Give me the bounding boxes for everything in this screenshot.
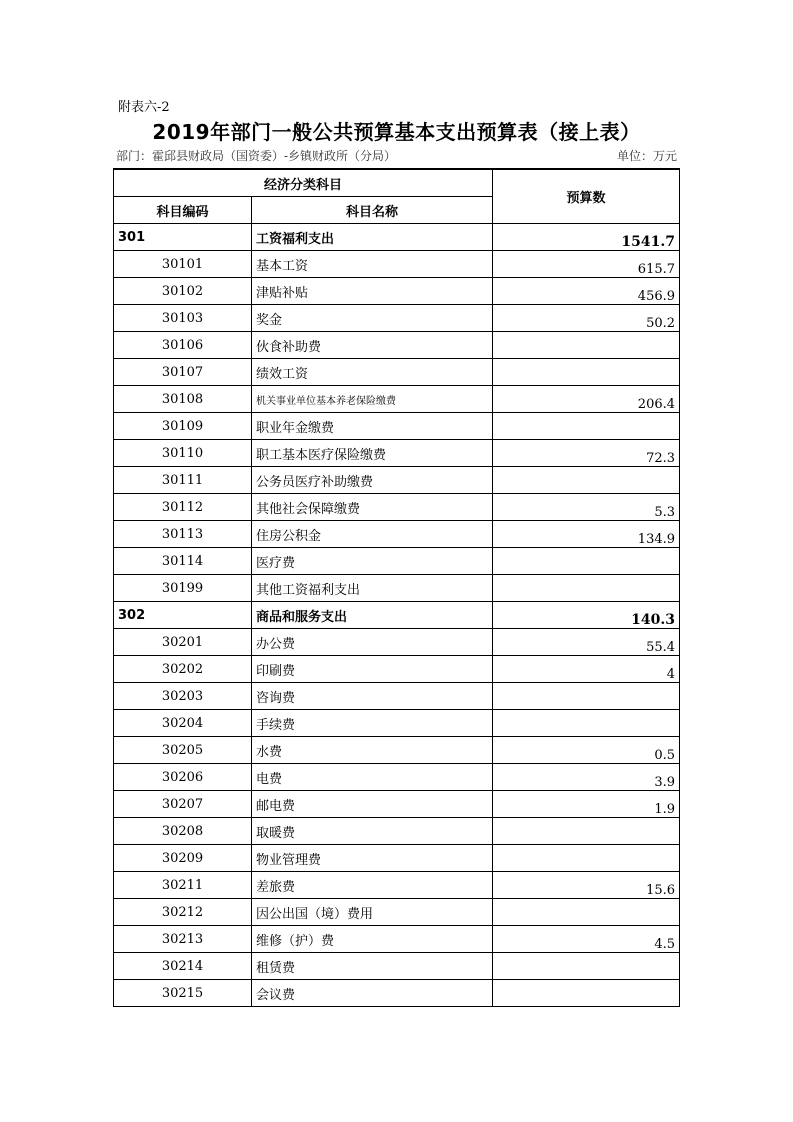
- row-amount: [493, 683, 680, 710]
- row-amount: 0.5: [493, 737, 680, 764]
- row-name: 电费: [252, 764, 493, 791]
- table-row: [114, 980, 680, 1007]
- row-name: 公务员医疗补助缴费: [252, 467, 493, 494]
- row-code: 30110: [114, 440, 252, 467]
- row-code: 30102: [114, 278, 252, 305]
- row-amount: 50.2: [493, 305, 680, 332]
- row-amount: [493, 899, 680, 926]
- row-name: 办公费: [252, 629, 493, 656]
- row-code: 30215: [114, 980, 252, 1007]
- row-name: 其他社会保障缴费: [252, 494, 493, 521]
- row-code: 30107: [114, 359, 252, 386]
- row-name: 奖金: [252, 305, 493, 332]
- row-code: 30213: [114, 926, 252, 953]
- row-amount: [493, 575, 680, 602]
- row-amount: [493, 413, 680, 440]
- row-name: 职工基本医疗保险缴费: [252, 440, 493, 467]
- row-code: 30214: [114, 953, 252, 980]
- row-amount: 140.3: [493, 602, 680, 629]
- row-code: 30201: [114, 629, 252, 656]
- row-code: 30103: [114, 305, 252, 332]
- row-name: 商品和服务支出: [252, 602, 493, 629]
- row-name: 差旅费: [252, 872, 493, 899]
- row-amount: 3.9: [493, 764, 680, 791]
- row-amount: 206.4: [493, 386, 680, 413]
- row-code: 30211: [114, 872, 252, 899]
- budget-table: [113, 168, 680, 1007]
- row-name: 物业管理费: [252, 845, 493, 872]
- row-name: 水费: [252, 737, 493, 764]
- row-name: 手续费: [252, 710, 493, 737]
- table-row: [114, 845, 680, 872]
- table-row: [114, 440, 680, 467]
- row-code: 30113: [114, 521, 252, 548]
- row-code: 30114: [114, 548, 252, 575]
- table-row: [114, 251, 680, 278]
- row-amount: [493, 359, 680, 386]
- row-amount: [493, 980, 680, 1007]
- table-row: [114, 386, 680, 413]
- row-code: 30109: [114, 413, 252, 440]
- row-amount: [493, 710, 680, 737]
- row-name: 其他工资福利支出: [252, 575, 493, 602]
- row-amount: 15.6: [493, 872, 680, 899]
- row-name: 维修（护）费: [252, 926, 493, 953]
- category-row: [114, 224, 680, 251]
- table-row: [114, 710, 680, 737]
- row-amount: 55.4: [493, 629, 680, 656]
- row-code: 30212: [114, 899, 252, 926]
- row-name: 职业年金缴费: [252, 413, 493, 440]
- table-row: [114, 683, 680, 710]
- row-name: 绩效工资: [252, 359, 493, 386]
- row-code: 30101: [114, 251, 252, 278]
- table-row: [114, 737, 680, 764]
- row-amount: [493, 467, 680, 494]
- table-row: [114, 413, 680, 440]
- table-row: [114, 926, 680, 953]
- row-code: 30204: [114, 710, 252, 737]
- row-code: 30208: [114, 818, 252, 845]
- row-name: 机关事业单位基本养老保险缴费: [252, 386, 493, 413]
- table-row: [114, 818, 680, 845]
- row-amount: 5.3: [493, 494, 680, 521]
- table-header-row: [114, 169, 680, 197]
- table-row: [114, 575, 680, 602]
- row-name: 租赁费: [252, 953, 493, 980]
- group-header: 经济分类科目: [114, 169, 493, 197]
- row-name: 基本工资: [252, 251, 493, 278]
- table-row: [114, 791, 680, 818]
- row-amount: 615.7: [493, 251, 680, 278]
- category-row: [114, 602, 680, 629]
- row-code: 30209: [114, 845, 252, 872]
- row-amount: [493, 548, 680, 575]
- row-amount: 456.9: [493, 278, 680, 305]
- table-row: [114, 305, 680, 332]
- table-row: [114, 656, 680, 683]
- row-code: 30111: [114, 467, 252, 494]
- code-header: 科目编码: [114, 197, 252, 224]
- row-code: 30106: [114, 332, 252, 359]
- row-amount: 4: [493, 656, 680, 683]
- row-amount: 1.9: [493, 791, 680, 818]
- row-name: 住房公积金: [252, 521, 493, 548]
- table-row: [114, 953, 680, 980]
- table-row: [114, 548, 680, 575]
- row-name: 津贴补贴: [252, 278, 493, 305]
- table-row: [114, 629, 680, 656]
- row-name: 邮电费: [252, 791, 493, 818]
- row-name: 会议费: [252, 980, 493, 1007]
- row-code: 301: [114, 224, 252, 251]
- row-amount: [493, 953, 680, 980]
- row-amount: [493, 332, 680, 359]
- row-name: 医疗费: [252, 548, 493, 575]
- row-code: 30205: [114, 737, 252, 764]
- row-name: 咨询费: [252, 683, 493, 710]
- appendix-label: 附表六-2: [118, 100, 170, 115]
- row-name: 因公出国（境）费用: [252, 899, 493, 926]
- table-row: [114, 494, 680, 521]
- table-row: [114, 467, 680, 494]
- page-title: 2019年部门一般公共预算基本支出预算表（接上表）: [152, 120, 641, 144]
- row-code: 30203: [114, 683, 252, 710]
- row-code: 30206: [114, 764, 252, 791]
- row-amount: 1541.7: [493, 224, 680, 251]
- row-amount: 134.9: [493, 521, 680, 548]
- table-row: [114, 278, 680, 305]
- table-row: [114, 332, 680, 359]
- unit-label: 单位：万元: [616, 149, 677, 163]
- row-code: 30202: [114, 656, 252, 683]
- table-row: [114, 764, 680, 791]
- row-name: 取暖费: [252, 818, 493, 845]
- row-code: 30207: [114, 791, 252, 818]
- row-amount: [493, 845, 680, 872]
- table-row: [114, 521, 680, 548]
- row-name: 工资福利支出: [252, 224, 493, 251]
- name-header: 科目名称: [252, 197, 493, 224]
- row-code: 302: [114, 602, 252, 629]
- row-name: 伙食补助费: [252, 332, 493, 359]
- table-row: [114, 872, 680, 899]
- department-label: 部门：霍邱县财政局（国资委）-乡镇财政所（分局）: [116, 149, 397, 163]
- row-name: 印刷费: [252, 656, 493, 683]
- row-amount: [493, 818, 680, 845]
- row-code: 30112: [114, 494, 252, 521]
- row-amount: 4.5: [493, 926, 680, 953]
- table-row: [114, 359, 680, 386]
- row-code: 30199: [114, 575, 252, 602]
- row-amount: 72.3: [493, 440, 680, 467]
- amount-header: 预算数: [493, 169, 680, 224]
- table-row: [114, 899, 680, 926]
- row-code: 30108: [114, 386, 252, 413]
